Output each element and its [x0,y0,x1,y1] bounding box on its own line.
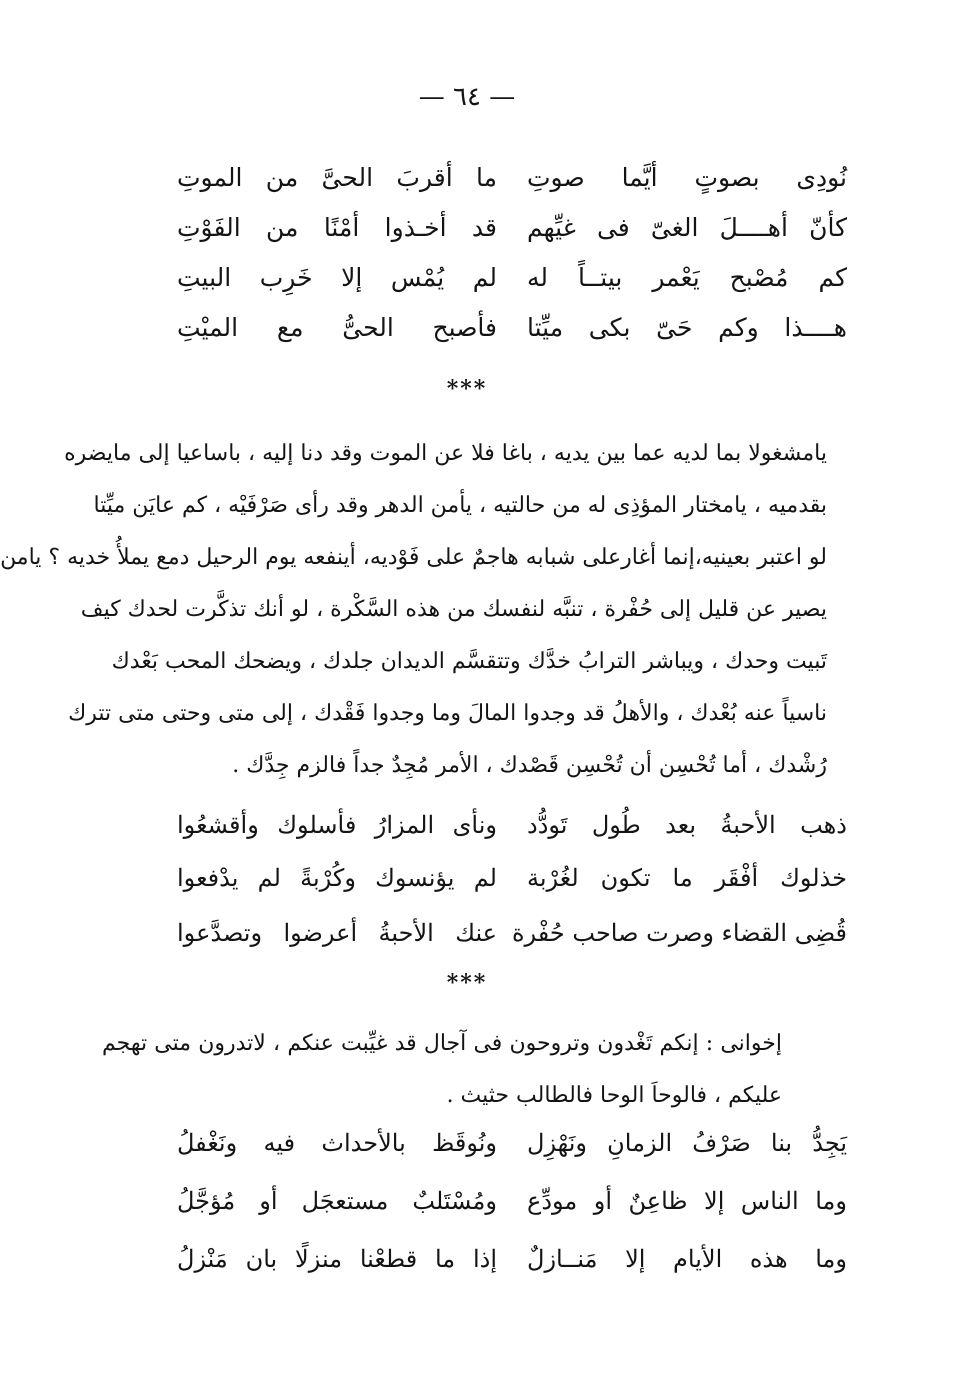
verse-line [177,1230,847,1288]
verse-line [177,152,847,202]
second-hemistich: قد أخـذوا أمْنًا من الفَوْتِ [177,212,497,242]
prose-line: ناسياً عنه بُعْدك ، والأهلُ قد وجدوا المالَ وما وجدوا فَقْدك ، إلى متى وحتى متى تترك [68,701,827,726]
verse-line [177,252,847,302]
prose-line: عليكم ، فالوحاَ الوحا فالطالب حثيث . [446,1083,782,1108]
second-hemistich: فأصبح الحىُّ مع الميْتِ [177,312,497,342]
first-hemistich: وما هذه الأيام إلا مَنــازلٌ [527,1245,847,1273]
second-hemistich: ما أقربَ الحىَّ من الموتِ [177,162,497,192]
first-hemistich: كم مُصْبح يَعْمر بيتــاً له [527,262,847,292]
verse-line [177,850,847,905]
first-hemistich: قُضِى القضاء وصرت صاحب حُفْرة [511,918,847,947]
second-hemistich: إذا ما قطعْنا منزلًا بان مَنْزلُ [177,1245,497,1273]
prose-paragraph-2 [102,1018,782,1122]
section-separator: *** [446,970,488,996]
second-hemistich: لم يُمْس إلا خَرِب البيتِ [177,262,497,292]
first-hemistich: كأنّ أهــــلَ الغىّ فى غيِّهم [527,212,847,242]
second-hemistich: ومُسْتَلبٌ مستعجَل أو مُؤجَّلُ [177,1187,497,1215]
prose-line: إخوانى : إنكم تَغْدون وتروحون فى آجال قد غيِّبت عنكم ، لاتدرون متى تهجم [102,1031,782,1056]
poem-1 [177,152,847,352]
second-hemistich: ونُوقَظ بالأحداث فيه ونَغْفلُ [177,1129,497,1157]
verse-line [177,905,847,960]
first-hemistich: نُودِى بصوتٍ أيَّما صوتِ [527,162,847,192]
prose-line: بقدميه ، يامختار المؤذِى له من حالتيه ، يأمن الدهر وقد رأى صَرْفَيْه ، كم عايَن ميِّتا [93,493,827,518]
first-hemistich: وما الناس إلا ظاعِنٌ أو مودِّع [527,1187,847,1215]
first-hemistich: يَجِدُّ بنا صَرْفُ الزمانِ ونَهْزِل [527,1129,847,1157]
first-hemistich: هــــذا وكم حَىّ بكى ميِّتا [527,312,847,342]
prose-line: يامشغولا بما لديه عما بين يديه ، باغا فلا عن الموت وقد دنا إليه ، باساعيا إلى مايضره [64,441,827,466]
verse-line [177,1114,847,1172]
prose-line: رُشْدك ، أما تُحْسِن أن تُحْسِن قَصْدك ، الأمر مُجِدٌ جداً فالزم جِدَّك . [232,753,827,778]
prose-line: لو اعتبر بعينيه،إنما أغارعلى شبابه هاجمٌ على فَوْديه، أينفعه يوم الرحيل دمع يملأُ خديه ؟ يامن [0,545,827,570]
first-hemistich: ذهب الأحبةُ بعد طُول تَودُّد [527,811,847,839]
second-hemistich: ونأى المزارُ فأسلوك وأقشعُوا [177,811,497,839]
prose-line: تَبيت وحدك ، ويباشر الترابُ خدَّك وتتقسَّم الديدان جلدك ، ويضحك المحب بَعْدك [111,649,827,674]
verse-line [177,1172,847,1230]
verse-line [177,302,847,352]
poem-2 [177,800,847,960]
verse-line [177,202,847,252]
second-hemistich: عنك الأحبةُ أعرضوا وتصدَّعوا [177,918,497,947]
verse-line [177,800,847,850]
prose-line: يصير عن قليل إلى حُفْرة ، تنبَّه لنفسك من هذه السَّكْرة ، لو أنك تذكَّرت لحدك كيف [80,597,827,622]
second-hemistich: لم يؤنسوك وكُرْبةً لم يدْفعوا [177,863,497,892]
poem-3 [177,1114,847,1288]
section-separator: *** [446,376,488,402]
prose-paragraph-1 [0,428,827,792]
first-hemistich: خذلوك أفْقَر ما تكون لغُرْبة [527,863,847,892]
page-number: — ٦٤ — [418,82,516,112]
